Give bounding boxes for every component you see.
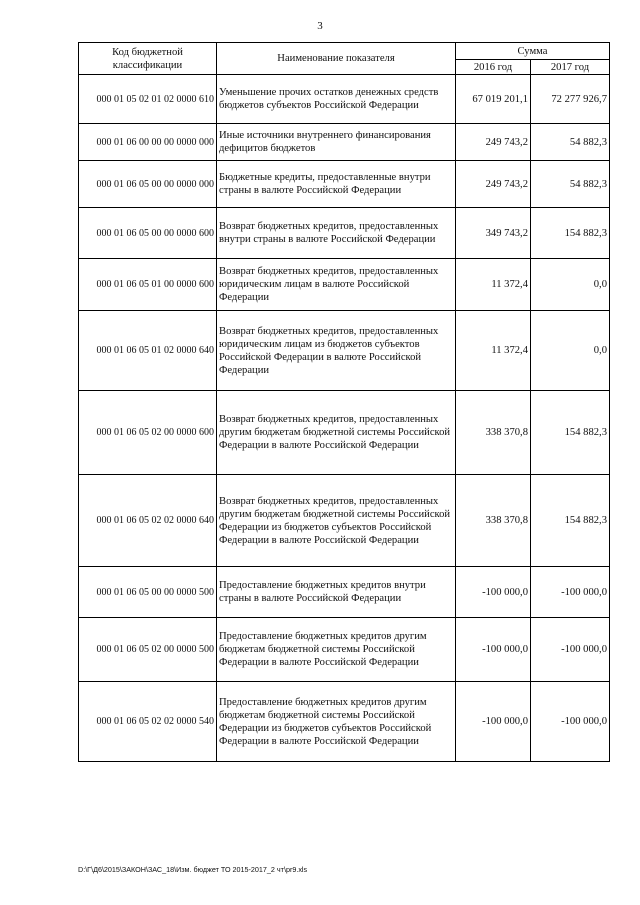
row-value-2016: -100 000,0 [456, 682, 531, 762]
table-row [79, 311, 610, 391]
row-value-2017: 72 277 926,7 [531, 75, 610, 124]
file-path-footer: D:\Г\Д6\2015\ЗАКОН\ЗАС_18\Изм. бюджет ТО 2015-2017_2 чт\pr9.xls [78, 865, 308, 874]
row-value-2016: 11 372,4 [456, 259, 531, 311]
row-value-2016: 338 370,8 [456, 391, 531, 475]
header-year-2016: 2016 год [456, 60, 531, 75]
row-value-2016: -100 000,0 [456, 567, 531, 618]
table-row [79, 124, 610, 161]
row-code: 000 01 06 00 00 00 0000 000 [79, 124, 217, 161]
row-value-2016: 338 370,8 [456, 475, 531, 567]
row-value-2017: -100 000,0 [531, 682, 610, 762]
row-value-2016: 11 372,4 [456, 311, 531, 391]
row-name: Предоставление бюджетных кредитов внутри страны в валюте Российской Федерации [217, 567, 456, 618]
row-value-2016: -100 000,0 [456, 618, 531, 682]
row-code: 000 01 06 05 02 02 0000 540 [79, 682, 217, 762]
row-code: 000 01 06 05 00 00 0000 500 [79, 567, 217, 618]
row-name: Предоставление бюджетных кредитов другим бюджетам бюджетной системы Российской Федерации из бюджетов субъектов Российской Федерации в валюте Российской Федерации [217, 682, 456, 762]
page-number: 3 [317, 20, 323, 32]
header-name: Наименование показателя [217, 43, 456, 75]
table-row [79, 161, 610, 208]
row-name: Возврат бюджетных кредитов, предоставленных юридическим лицам в валюте Российской Федерации [217, 259, 456, 311]
table-row [79, 391, 610, 475]
budget-sources-table [78, 42, 610, 762]
header-year-2017: 2017 год [531, 60, 610, 75]
row-value-2016: 249 743,2 [456, 161, 531, 208]
row-name: Иные источники внутреннего финансирования дефицитов бюджетов [217, 124, 456, 161]
row-value-2017: 0,0 [531, 311, 610, 391]
row-code: 000 01 06 05 02 00 0000 600 [79, 391, 217, 475]
row-code: 000 01 05 02 01 02 0000 610 [79, 75, 217, 124]
row-value-2017: 54 882,3 [531, 161, 610, 208]
row-name: Предоставление бюджетных кредитов другим бюджетам бюджетной системы Российской Федерации в валюте Российской Федерации [217, 618, 456, 682]
row-name: Возврат бюджетных кредитов, предоставленных юридическим лицам из бюджетов субъектов Российской Федерации в валюте Российской Федерации [217, 311, 456, 391]
row-name: Уменьшение прочих остатков денежных средств бюджетов субъектов Российской Федерации [217, 75, 456, 124]
table-body [79, 75, 610, 762]
row-code: 000 01 06 05 02 00 0000 500 [79, 618, 217, 682]
row-name: Возврат бюджетных кредитов, предоставленных другим бюджетам бюджетной системы Российской Федерации из бюджетов субъектов Российской Федерации в валюте Российской Федерации [217, 475, 456, 567]
row-name: Возврат бюджетных кредитов, предоставленных другим бюджетам бюджетной системы Российской Федерации в валюте Российской Федерации [217, 391, 456, 475]
table-row [79, 618, 610, 682]
header-code: Код бюджетной классификации [79, 43, 217, 75]
table-row [79, 475, 610, 567]
row-value-2017: 154 882,3 [531, 475, 610, 567]
row-code: 000 01 06 05 01 00 0000 600 [79, 259, 217, 311]
row-value-2017: 54 882,3 [531, 124, 610, 161]
row-value-2016: 349 743,2 [456, 208, 531, 259]
table-row [79, 208, 610, 259]
header-sum: Сумма [456, 43, 610, 60]
table-row [79, 567, 610, 618]
row-code: 000 01 06 05 01 02 0000 640 [79, 311, 217, 391]
row-value-2017: 154 882,3 [531, 208, 610, 259]
row-value-2016: 249 743,2 [456, 124, 531, 161]
row-name: Бюджетные кредиты, предоставленные внутри страны в валюте Российской Федерации [217, 161, 456, 208]
row-code: 000 01 06 05 00 00 0000 600 [79, 208, 217, 259]
row-name: Возврат бюджетных кредитов, предоставленных внутри страны в валюте Российской Федерации [217, 208, 456, 259]
row-value-2016: 67 019 201,1 [456, 75, 531, 124]
row-value-2017: -100 000,0 [531, 567, 610, 618]
row-code: 000 01 06 05 02 02 0000 640 [79, 475, 217, 567]
table-row [79, 259, 610, 311]
row-value-2017: 154 882,3 [531, 391, 610, 475]
row-value-2017: 0,0 [531, 259, 610, 311]
table-row [79, 75, 610, 124]
row-code: 000 01 06 05 00 00 0000 000 [79, 161, 217, 208]
table-row [79, 682, 610, 762]
row-value-2017: -100 000,0 [531, 618, 610, 682]
